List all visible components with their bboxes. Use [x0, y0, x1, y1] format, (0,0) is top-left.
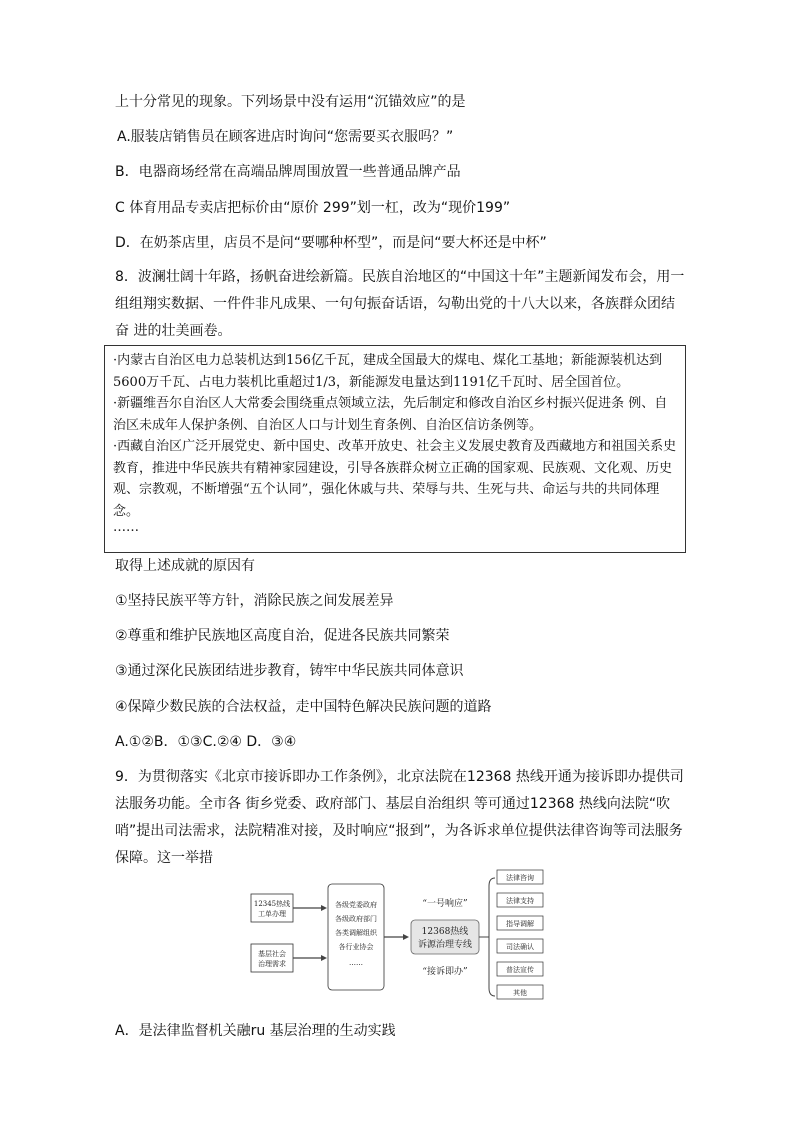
q8-material-item: ·西藏自治区广泛开展党史、新中国史、改革开放史、社会主义发展史教育及西藏地方和祖国关系史教育，推进中华民族共有精神家园建设，引导各族群众树立正确的国家观、民族观、文化观、历史观、宗教观，不断增强“五个认同”，强化休戚与共、荣辱与共、生死与共、命运与共的共同体理念。 — [113, 439, 677, 519]
q8-question: 取得上述成就的原因有 — [115, 558, 255, 574]
diagram-outputs — [497, 870, 543, 999]
q8-material-box — [104, 345, 686, 553]
q9-stem: 9．为贯彻落实《北京市接诉即办工作条例》，北京法院在12368 热线开通为接诉即办提供司法服务功能。全市各 街乡党委、政府部门、基层自治组织 等可通过12368 热线向法院“吹哨”提出司法需求，法院精准对接，及时响应“报到”，为各诉求单位提供法律咨询等司法服务保障。这一举措 — [115, 769, 684, 866]
arrowhead — [403, 934, 409, 940]
q7-stem-tail: 上十分常见的现象。下列场景中没有运用“沉锚效应”的是 — [115, 94, 466, 110]
diagram-output-label: 法律咨询 — [506, 874, 534, 882]
q8-stem: 8．波澜壮阔十年路，扬帆奋进绘新篇。民族自治地区的“中国这十年”主题新闻发布会，用一组组翔实数据、一件件非凡成果、一句句振奋话语，勾勒出党的十八大以来，各族群众团结奋 进的壮美画卷。 — [115, 269, 685, 339]
q8-material-item: ·内蒙古自治区电力总装机达到156亿千瓦，建成全国最大的煤电、煤化工基地；新能源装机达到5600万千瓦、占电力装机比重超过1/3，新能源发电量达到1191亿千瓦时、居全国首位。 — [113, 353, 662, 390]
diagram-org-label: 各类调解组织 — [335, 929, 377, 937]
diagram-bottom-label: “接诉即办” — [422, 967, 468, 977]
diagram-output-label: 司法确认 — [506, 943, 534, 951]
arrowhead — [321, 955, 327, 961]
diagram-output-label: 其他 — [513, 989, 527, 997]
q8-item: ③通过深化民族团结进步教育，铸牢中华民族共同体意识 — [115, 663, 464, 679]
diagram-output-label: 指导调解 — [506, 920, 534, 928]
diagram-org-label: …… — [349, 959, 363, 967]
q7-option-c: C 体育用品专卖店把标价由“原价 299”划一杠，改为“现价199” — [115, 200, 511, 216]
diagram-output-label: 普法宣传 — [506, 966, 534, 974]
q8-material-item: ·新疆维吾尔自治区人大常委会围绕重点领域立法，先后制定和修改自治区乡村振兴促进条 例、自治区未成年人保护条例、自治区人口与计划生育条例、自治区信访条例等。 — [113, 396, 668, 433]
diagram-input-label: 12345热线 — [253, 900, 291, 908]
diagram-center-label: 诉源治理专线 — [417, 940, 473, 950]
q8-item: ②尊重和维护民族地区高度自治，促进各民族共同繁荣 — [115, 628, 450, 644]
bracket — [489, 878, 495, 996]
q8-item: ①坚持民族平等方针，消除民族之间发展差异 — [115, 593, 394, 609]
arrowhead — [321, 905, 327, 911]
diagram-org-box — [328, 884, 384, 990]
diagram-input-label: 基层社会 — [258, 950, 286, 958]
diagram-input-label: 治理需求 — [258, 960, 286, 968]
q8-item: ④保障少数民族的合法权益，走中国特色解决民族问题的道路 — [115, 699, 492, 715]
diagram-top-label: “一号响应” — [422, 899, 468, 909]
q7-option-b: B．电器商场经常在高端品牌周围放置一些普通品牌产品 — [115, 164, 461, 180]
q9-diagram — [245, 862, 555, 1012]
q8-material-ellipsis: …… — [113, 520, 139, 535]
q7-option-a: A.服装店销售员在顾客进店时询问“您需要买衣服吗？” — [117, 129, 454, 145]
diagram-output-label: 法律支持 — [506, 897, 534, 905]
diagram-org-label: 各行业协会 — [338, 943, 374, 951]
diagram-org-label: 各级政府部门 — [335, 915, 377, 923]
q8-choices: A.①②B．①③C.②④ D．③④ — [115, 734, 297, 750]
q9-option-a: A．是法律监督机关融ru 基层治理的生动实践 — [115, 1023, 396, 1039]
q7-option-d: D．在奶茶店里，店员不是问“要哪种杯型”，而是问“要大杯还是中杯” — [115, 235, 547, 251]
diagram-org-label: 各级党委政府 — [335, 901, 377, 909]
diagram-input-label: 工单办理 — [258, 910, 286, 918]
diagram-center-label: 12368热线 — [421, 927, 469, 937]
